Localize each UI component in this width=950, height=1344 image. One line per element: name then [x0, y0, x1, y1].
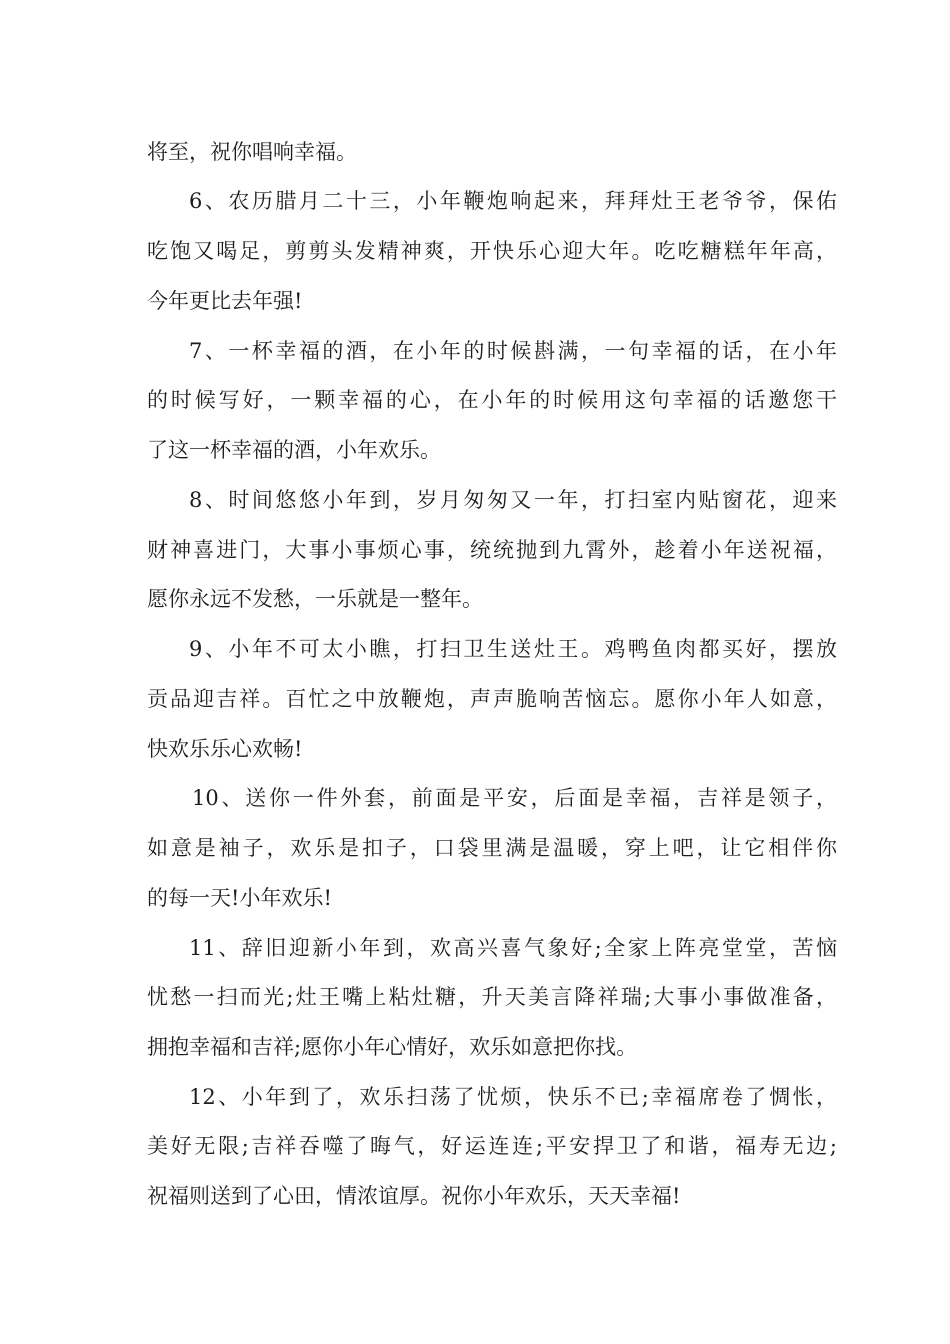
text-line: 7、一杯幸福的酒，在小年的时候斟满，一句幸福的话，在小年	[189, 339, 837, 363]
text-line: 愿你永远不发愁，一乐就是一整年。	[147, 587, 483, 611]
text-line: 祝福则送到了心田，情浓谊厚。祝你小年欢乐，天天幸福!	[147, 1184, 681, 1208]
text-line: 了这一杯幸福的酒，小年欢乐。	[147, 438, 441, 462]
text-line: 的时候写好，一颗幸福的心，在小年的时候用这句幸福的话邀您干	[147, 388, 837, 412]
text-line: 8、时间悠悠小年到，岁月匆匆又一年，打扫室内贴窗花，迎来	[189, 488, 837, 512]
text-line: 贡品迎吉祥。百忙之中放鞭炮，声声脆响苦恼忘。愿你小年人如意，	[147, 687, 837, 711]
text-line: 将至，祝你唱响幸福。	[147, 140, 357, 164]
text-line: 吃饱又喝足，剪剪头发精神爽，开快乐心迎大年。吃吃糖糕年年高，	[147, 239, 837, 263]
text-line: 的每一天!小年欢乐!	[147, 886, 332, 910]
text-line: 财神喜进门，大事小事烦心事，统统抛到九霄外，趁着小年送祝福，	[147, 538, 837, 562]
text-line: 忧愁一扫而光;灶王嘴上粘灶糖，升天美言降祥瑞;大事小事做准备，	[147, 985, 837, 1009]
text-line: 美好无限;吉祥吞噬了晦气，好运连连;平安捍卫了和谐，福寿无边;	[147, 1134, 837, 1158]
text-line: 12、小年到了，欢乐扫荡了忧烦，快乐不已;幸福席卷了惆怅，	[189, 1085, 837, 1109]
text-line: 9、小年不可太小瞧，打扫卫生送灶王。鸡鸭鱼肉都买好，摆放	[189, 637, 837, 661]
text-line: 11、辞旧迎新小年到，欢高兴喜气象好;全家上阵亮堂堂，苦恼	[189, 936, 837, 960]
text-line: 快欢乐乐心欢畅!	[147, 737, 303, 761]
text-line: 10、送你一件外套，前面是平安，后面是幸福，吉祥是领子，	[192, 786, 837, 810]
text-line: 今年更比去年强!	[147, 289, 303, 313]
text-line: 6、农历腊月二十三，小年鞭炮响起来，拜拜灶王老爷爷，保佑	[189, 189, 837, 213]
text-line: 拥抱幸福和吉祥;愿你小年心情好，欢乐如意把你找。	[147, 1035, 638, 1059]
text-line: 如意是袖子，欢乐是扣子，口袋里满是温暖，穿上吧，让它相伴你	[147, 836, 837, 860]
